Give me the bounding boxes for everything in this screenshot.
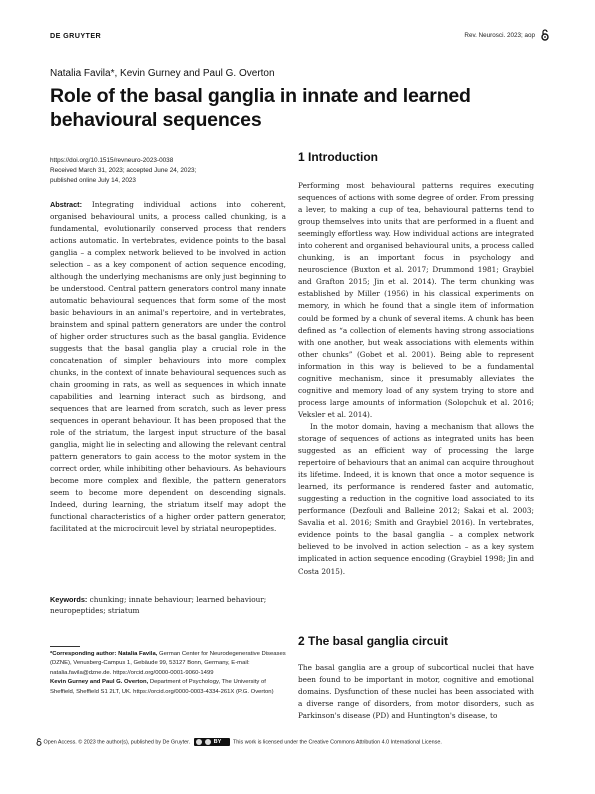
- open-access-icon: [541, 29, 549, 41]
- license-footer: [36, 738, 556, 746]
- author-footnote: [50, 650, 288, 697]
- abstract: [50, 199, 286, 535]
- article-meta: [50, 156, 290, 186]
- open-access-icon: [36, 738, 42, 746]
- cc-symbol: [196, 739, 202, 745]
- footnote-divider: [50, 646, 80, 647]
- coauthors-label: Kevin Gurney and Paul G. Overton,: [50, 679, 149, 686]
- open-access-statement: Open Access. © 2023 the author(s), published by De Gruyter.: [43, 739, 191, 746]
- section-heading-introduction: 1 Introduction: [298, 150, 378, 164]
- publisher-logo: DE GRUYTER: [50, 31, 102, 40]
- journal-reference: Rev. Neurosci. 2023; aop: [464, 32, 535, 39]
- corresponding-author-text: German Center for Neurodegenerative Diseases (DZNE), Venusberg-Campus 1, Gebäude 99, 53127 Bonn, Germany, E-mail: natalia.favila@dzne.de. https://orcid.org/0000-0001-9060-1499: [50, 651, 286, 676]
- license-text: This work is licensed under the Creative Commons Attribution 4.0 International License.: [233, 739, 442, 746]
- article-title: Role of the basal ganglia in innate and learned behavioural sequences: [50, 85, 471, 131]
- keywords: [50, 594, 286, 616]
- paragraph: The basal ganglia are a group of subcortical nuclei that have been found to be important in motor, cognitive and emotional domains. Dysfunction of these nuclei has been associated with a diverse range of disorders, from motor disorders, such as Parkinson's disease (PD) and Huntington's disease, to: [298, 663, 534, 721]
- cc-badge-label: BY: [213, 739, 222, 745]
- abstract-label: Abstract:: [50, 200, 83, 209]
- coauthors-text: Department of Psychology, The University of Sheffield, Sheffield S1 2LT, UK. https://orcid.org/0000-0003-4334-261X (P.G. Overton): [50, 679, 274, 695]
- corresponding-author: [50, 650, 288, 678]
- doi-link[interactable]: https://doi.org/10.1515/revneuro-2023-0038: [50, 157, 174, 164]
- cc-by-icon[interactable]: [194, 738, 230, 746]
- abstract-text: Integrating individual actions into coherent, organised behavioural units, a process called chunking, is a fundamental, evolutionarily conserved process that renders actions automatic. In vertebrates, evidence points to the basal ganglia – a complex network believed to be involved in action selection – as a key component of action sequence encoding, although the underlying mechanisms are only just beginning to be understood. Central pattern generators control many innate automatic behavioural sequences that form some of the most basic behaviours in an animal's repertoire, and in vertebrates, brainstem and spinal pattern generators are under the control of higher order structures such as the basal ganglia. Evidence suggests that the basal ganglia play a crucial role in the concatenation of simpler behaviours into more complex chunks, in the context of innate behavioural sequences such as chain grooming in rats, as well as sequences in which innate capabilities and learning interact such as birdsong, and sequences that are learned from scratch, such as lever press sequences in operant behaviour. It has been proposed that the role of the striatum, the largest input structure of the basal ganglia, might lie in selecting and allowing the relevant central pattern generators to gain access to the motor system in the correct order, while inhibiting other behaviours. As behaviours become more complex and flexible, the pattern generators seem to become more dependent on descending signals. Indeed, during learning, the striatum itself may adopt the functional characteristics of a higher order pattern generator, facilitated at the microcircuit level by striatal neuropeptides.: [50, 200, 286, 533]
- introduction-body: [298, 180, 534, 578]
- received-dates: Received March 31, 2023; accepted June 24, 2023;: [50, 167, 197, 174]
- keywords-label: Keywords:: [50, 595, 88, 604]
- coauthors: [50, 678, 288, 697]
- author-list: Natalia Favila*, Kevin Gurney and Paul G. Overton: [50, 68, 275, 79]
- basal-ganglia-body: [298, 662, 534, 722]
- by-symbol: [205, 739, 211, 745]
- published-date: published online July 14, 2023: [50, 177, 136, 184]
- corresponding-author-label: *Corresponding author: Natalia Favila,: [50, 651, 158, 657]
- paragraph: Performing most behavioural patterns requires executing sequences of actions with some degree of order. From pressing a lever, to making a cup of tea, behavioural patterns tend to group themselves into units that are performed in a fluent and seemingly effortless way. How individual actions are integrated into coherent and organised behavioural units, a process called chunking, is an important focus in psychology and neuroscience (Buxton et al. 2017; Drummond 1981; Graybiel and Grafton 2015; Jin et al. 2014). The term chunking was established by Miller (1956) in his classical experiments on memory, in which he found that a single item of information could be formed by a chunk of several items. A chunk has been defined as “a collection of elements having strong associations with one another, but weak associations with elements within other chunks” (Gobet et al. 2001). Being able to represent information in this way is believed to be a fundamental cognitive mechanism, since it presumably alleviates the cognitive and memory load of any system trying to store and process large amounts of information (Solopchuk et al. 2016; Veksler et al. 2014).: [298, 181, 534, 419]
- section-heading-basal-ganglia: 2 The basal ganglia circuit: [298, 634, 449, 648]
- paragraph: In the motor domain, having a mechanism that allows the storage of sequences of actions as integrated units has been suggested as an efficient way of processing the large repertoire of behaviours that an animal can acquire throughout its lifetime. Indeed, it is known that once a motor sequence is learned, its performance is rendered faster and automatic, suggesting a reduction in the cognitive load associated to its performance (Dezfouli and Balleine 2012; Sakai et al. 2003; Savalia et al. 2016; Smith and Graybiel 2016). In vertebrates, evidence points to the basal ganglia – a complex network believed to be involved in action selection – as a key system implicated in action sequence encoding (Graybiel 1998; Jin and Costa 2015).: [298, 421, 534, 576]
- keywords-text: chunking; innate behaviour; learned behaviour; neuropeptides; striatum: [50, 595, 267, 615]
